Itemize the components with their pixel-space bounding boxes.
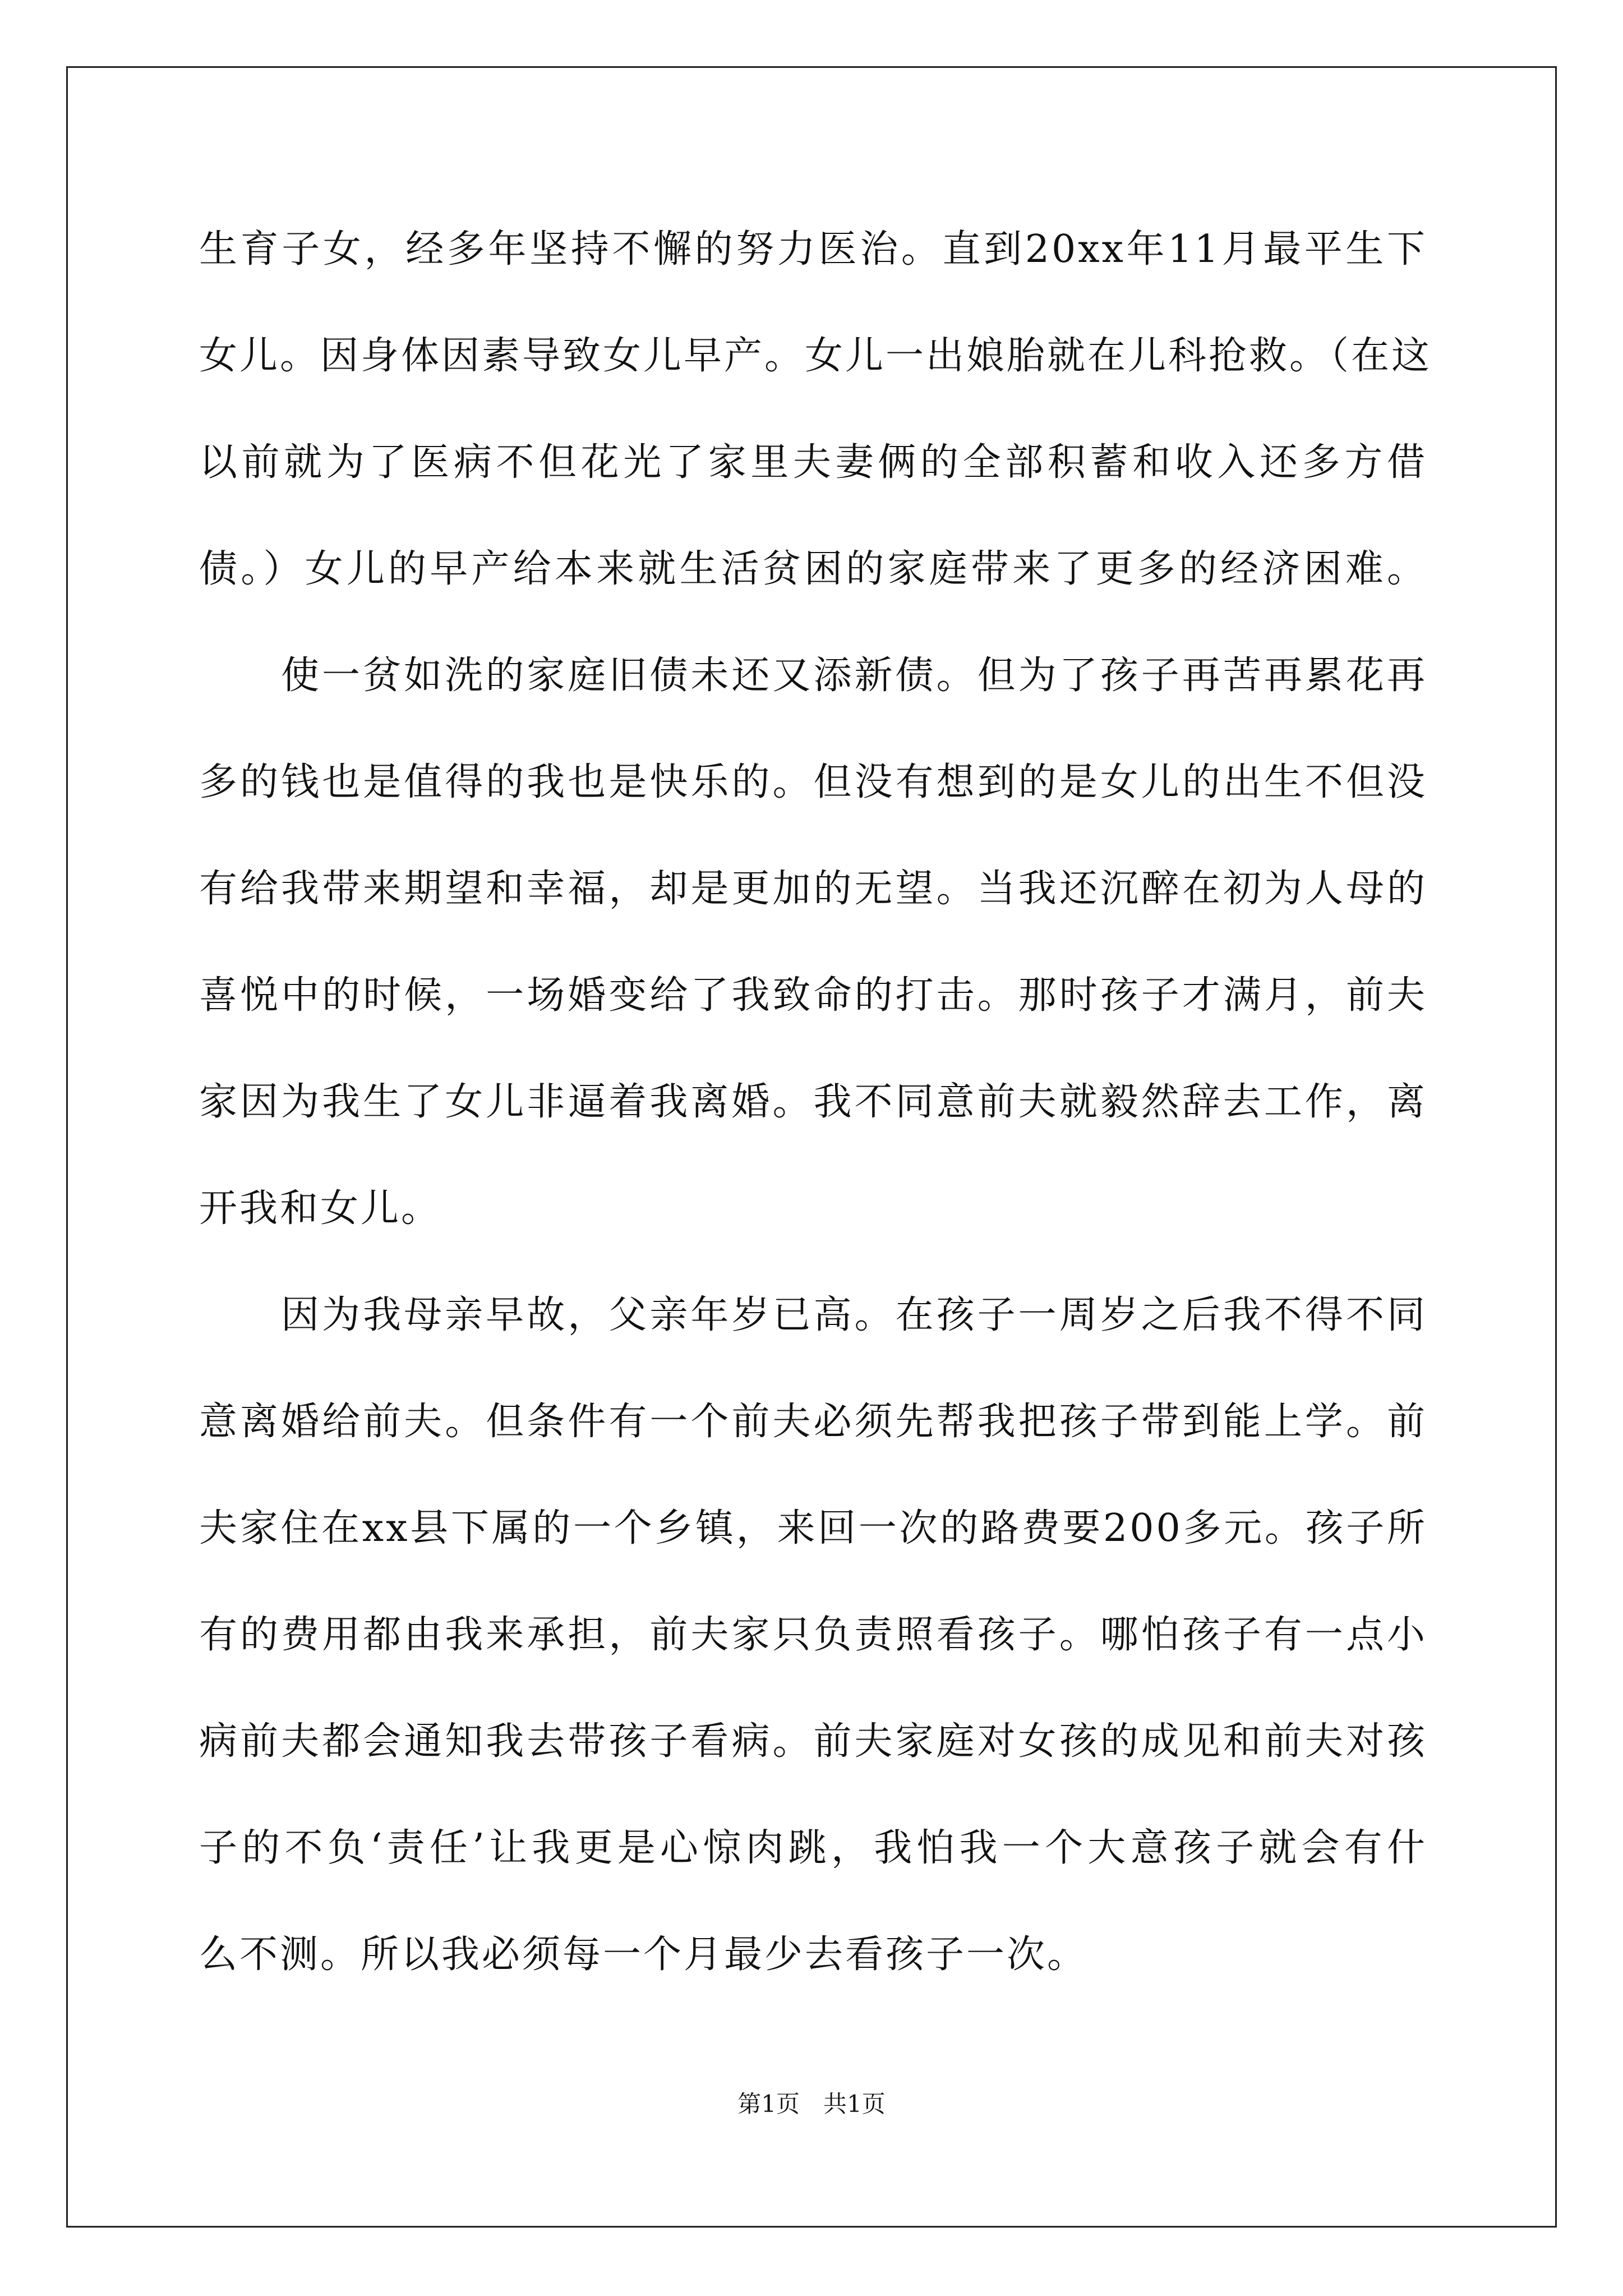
text-line: 多的钱也是值得的我也是快乐的。但没有想到的是女儿的出生不但没 — [199, 760, 1427, 804]
page-footer: 第1页 共1页 — [737, 2090, 886, 2118]
text-line: 病前夫都会通知我去带孩子看病。前夫家庭对女孩的成见和前夫对孩 — [199, 1719, 1427, 1764]
text-line: 喜悦中的时候，一场婚变给了我致命的打击。那时孩子才满月，前夫 — [199, 973, 1427, 1018]
text-line: 女儿。因身体因素导致女儿早产。女儿一出娘胎就在儿科抢救。（在这 — [199, 334, 1432, 378]
text-line: 有的费用都由我来承担，前夫家只负责照看孩子。哪怕孩子有一点小 — [199, 1613, 1427, 1657]
document-body — [199, 216, 1432, 2028]
text-line: 债。）女儿的早产给本来就生活贫困的家庭带来了更多的经济困难。 — [199, 547, 1427, 591]
text-line: 么不测。所以我必须每一个月最少去看孩子一次。 — [199, 1932, 1088, 1977]
text-line: 使一贫如洗的家庭旧债未还又添新债。但为了孩子再苦再累花再 — [281, 654, 1427, 698]
text-line: 生育子女，经多年坚持不懈的努力医治。直到20xx年11月最平生下 — [199, 227, 1427, 272]
text-line: 开我和女儿。 — [199, 1186, 442, 1231]
text-line: 夫家住在xx县下属的一个乡镇，来回一次的路费要200多元。孩子所 — [199, 1506, 1427, 1550]
text-line: 意离婚给前夫。但条件有一个前夫必须先帮我把孩子带到能上学。前 — [199, 1400, 1427, 1444]
text-line: 子的不负‘责任’让我更是心惊肉跳，我怕我一个大意孩子就会有什 — [199, 1826, 1427, 1870]
text-line: 家因为我生了女儿非逼着我离婚。我不同意前夫就毅然辞去工作，离 — [199, 1080, 1427, 1124]
text-line: 以前就为了医病不但花光了家里夫妻俩的全部积蓄和收入还多方借 — [199, 440, 1427, 485]
text-line: 有给我带来期望和幸福，却是更加的无望。当我还沉醉在初为人母的 — [199, 867, 1427, 911]
text-line: 因为我母亲早故，父亲年岁已高。在孩子一周岁之后我不得不同 — [281, 1293, 1427, 1337]
